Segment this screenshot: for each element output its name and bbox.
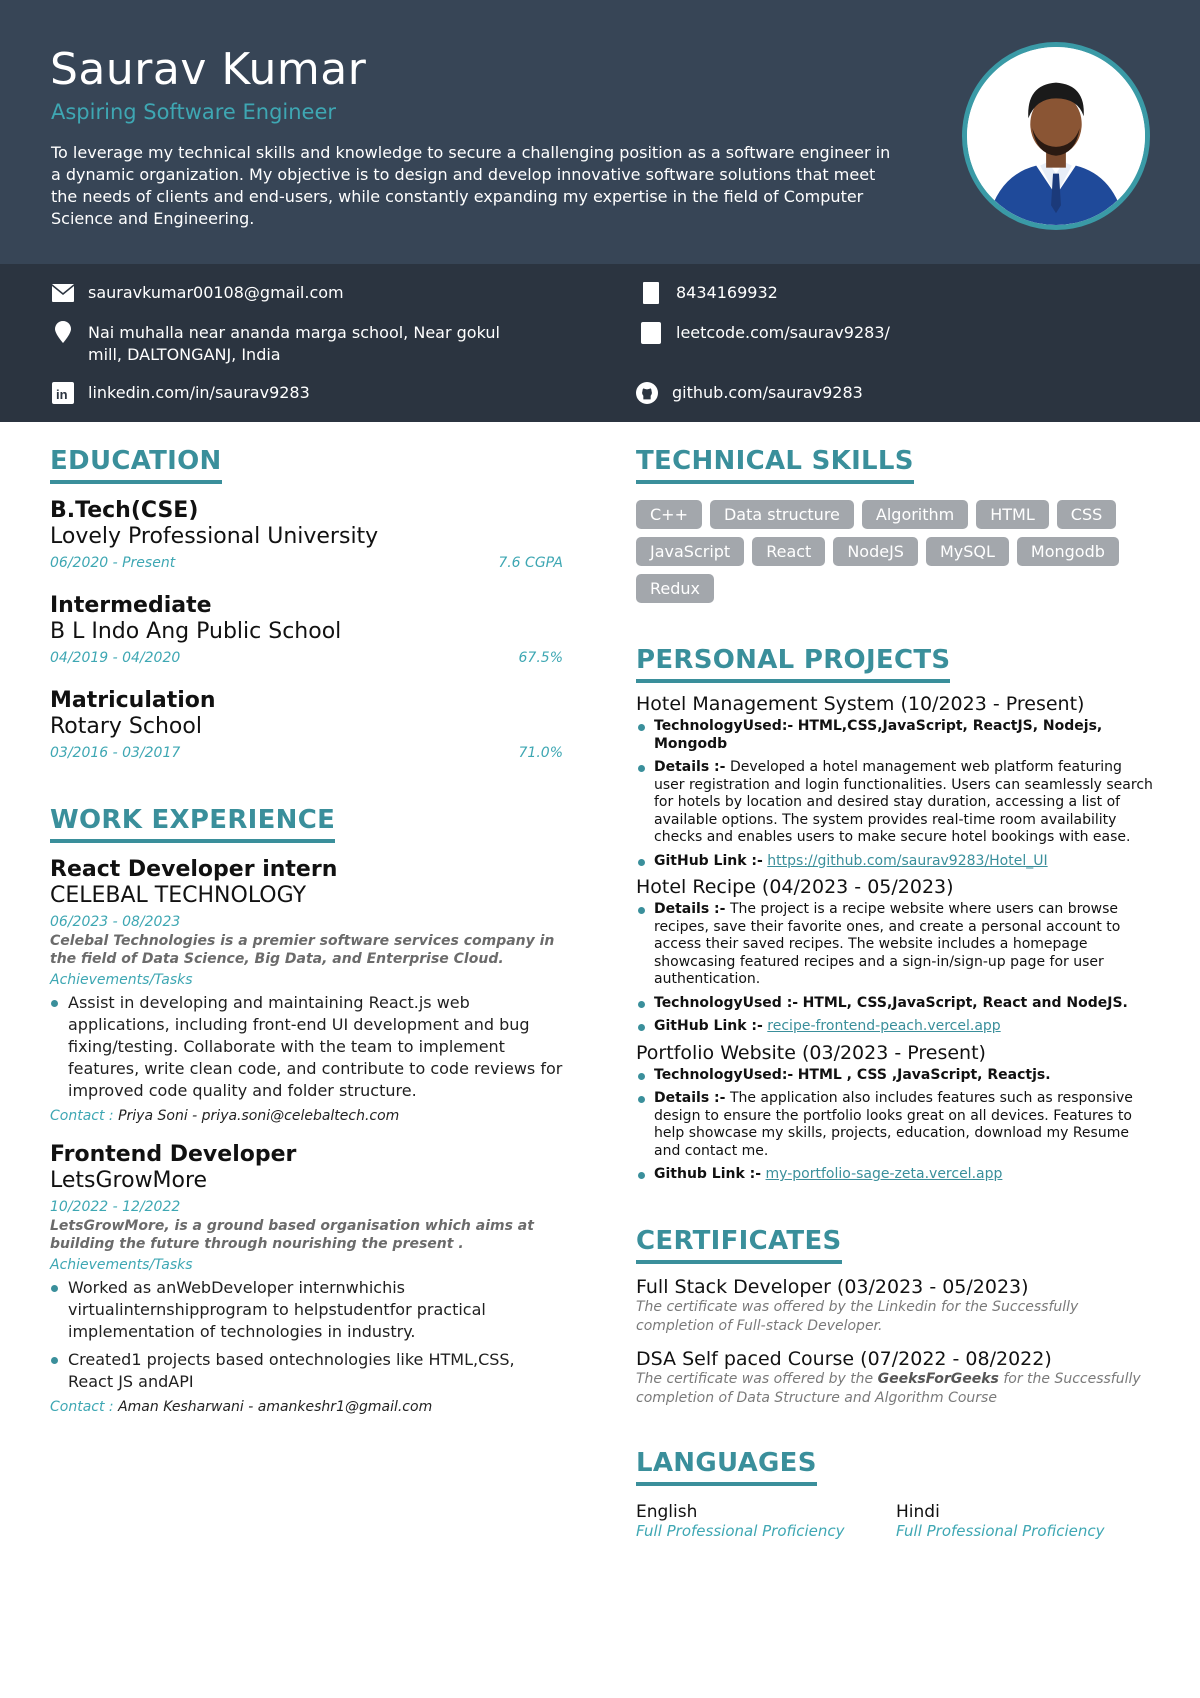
summary-text: To leverage my technical skills and knowledge to secure a challenging position as a software engineer in a dynamic organization. My objective is to design and develop innovative software solutions that meet the needs of clients and end-users, while constantly expanding my expertise in the field of Computer Science and Engineering. <box>51 143 891 228</box>
link-label: Github Link :- <box>654 1166 762 1182</box>
job-item <box>50 857 563 1124</box>
skill-chip: CSS <box>1057 500 1116 529</box>
education-institution: B L Indo Ang Public School <box>50 619 342 644</box>
certificate-item <box>636 1348 1156 1408</box>
certificate-description <box>636 1370 1156 1408</box>
project-description <box>636 901 1156 989</box>
project-tech <box>636 1067 1156 1085</box>
certificate-item <box>636 1276 1156 1336</box>
tech-value: HTML,CSS,JavaScript, ReactJS, Nodejs, Mongodb <box>654 718 1103 752</box>
contact-person: Aman Kesharwani - amankeshr1@gmail.com <box>118 1399 433 1415</box>
certificate-desc-text: for the Successfully completion of Data Structure and Algorithm Course <box>636 1370 1141 1406</box>
project-link-url[interactable]: recipe-frontend-peach.vercel.app <box>767 1018 1001 1034</box>
education-score: 71.0% <box>518 745 563 761</box>
languages-list <box>636 1502 1156 1540</box>
achievements-label: Achievements/Tasks <box>50 972 193 988</box>
contact-bar <box>0 264 1200 422</box>
contact-phone[interactable] <box>640 282 778 304</box>
project-link-url[interactable]: https://github.com/saurav9283/Hotel_UI <box>767 852 1048 869</box>
skill-chip: HTML <box>976 500 1049 529</box>
task-item: Created1 projects based ontechnologies like HTML,CSS, React JS andAPI <box>50 1349 563 1393</box>
achievements-label: Achievements/Tasks <box>50 1257 193 1273</box>
profile-photo <box>962 42 1150 230</box>
tech-label: TechnologyUsed:- <box>654 718 794 734</box>
education-degree: Intermediate <box>50 593 212 618</box>
project-item <box>636 1042 1156 1184</box>
education-score: 7.6 CGPA <box>498 555 563 571</box>
leetcode-text[interactable]: leetcode.com/saurav9283/ <box>676 323 890 342</box>
job-item <box>50 1142 563 1415</box>
certificate-description <box>636 1298 1156 1336</box>
github-text[interactable]: github.com/saurav9283 <box>672 383 863 402</box>
language-name: English <box>636 1501 698 1522</box>
details-label: Details :- <box>654 901 726 917</box>
skill-chip: Redux <box>636 574 714 603</box>
task-list <box>50 1277 563 1393</box>
github-icon <box>636 382 658 404</box>
education-institution: Lovely Professional University <box>50 524 379 549</box>
contact-label: Contact : <box>50 1399 114 1415</box>
details-value: The application also includes features such as responsive design to ensure the portfolio looks great on all devices. Features to help showcase my skills, projects, education, download my Resume and contact me. <box>654 1090 1133 1159</box>
project-title: Portfolio Website (03/2023 - Present) <box>636 1041 986 1064</box>
email-icon <box>52 282 74 304</box>
resume-header <box>0 0 1200 264</box>
contact-label: Contact : <box>50 1108 114 1124</box>
project-details <box>636 718 1156 870</box>
phone-text[interactable]: 8434169932 <box>676 283 778 302</box>
education-item <box>50 688 563 761</box>
contact-address <box>52 322 532 366</box>
certificate-issuer: GeeksForGeeks <box>877 1370 999 1387</box>
skill-chip: React <box>752 537 825 566</box>
leetcode-icon <box>640 322 662 344</box>
right-column <box>636 446 1156 1540</box>
project-details <box>636 1067 1156 1184</box>
skill-chip: MySQL <box>926 537 1009 566</box>
contact-email[interactable] <box>52 282 344 304</box>
skill-chip: JavaScript <box>636 537 744 566</box>
project-item <box>636 693 1156 870</box>
linkedin-icon <box>52 382 74 404</box>
job-title: React Developer intern <box>50 857 338 882</box>
education-degree: B.Tech(CSE) <box>50 498 199 523</box>
education-institution: Rotary School <box>50 714 202 739</box>
details-label: Details :- <box>654 1090 726 1106</box>
job-dates: 06/2023 - 08/2023 <box>50 914 181 930</box>
education-dates: 04/2019 - 04/2020 <box>50 650 181 666</box>
tech-value: HTML , CSS ,JavaScript, Reactjs. <box>797 1066 1051 1083</box>
tech-label: TechnologyUsed :- <box>654 994 799 1011</box>
email-text[interactable]: sauravkumar00108@gmail.com <box>88 283 344 302</box>
details-value: Developed a hotel management web platform featuring user registration and login functionalities. Users can seamlessly search for hotels by location and desired stay duration, accessing a list of available options. The system provides real-time room availability checks and enables users to make secure hotel bookings with ease. <box>654 759 1153 845</box>
project-details <box>636 901 1156 1036</box>
skill-chip: Data structure <box>710 500 854 529</box>
job-contact <box>50 1108 563 1124</box>
language-item <box>896 1502 1156 1540</box>
details-value: The project is a recipe website where users can browse recipes, save their favorite ones, and create a personal account to access their saved recipes. The website includes a homepage showcasing featured recipes and a sign-in/sign-up page for user authentication. <box>654 901 1121 987</box>
contact-person: Priya Soni - priya.soni@celebaltech.com <box>118 1108 400 1124</box>
contact-leetcode[interactable] <box>640 322 890 344</box>
link-label: GitHub Link :- <box>654 1018 763 1034</box>
tech-value: HTML, CSS,JavaScript, React and NodeJS. <box>802 994 1128 1011</box>
project-link <box>636 1018 1156 1036</box>
language-level: Full Professional Proficiency <box>896 1521 1105 1540</box>
education-heading: EDUCATION <box>50 446 222 484</box>
certificate-desc-text: The certificate was offered by the Linkedin for the Successfully completion of Full-stack Developer. <box>636 1298 1079 1334</box>
skill-chip: C++ <box>636 500 702 529</box>
phone-icon <box>640 282 662 304</box>
skill-chip: Mongodb <box>1017 537 1119 566</box>
certificate-title: DSA Self paced Course (07/2022 - 08/2022) <box>636 1347 1052 1370</box>
education-score: 67.5% <box>518 650 563 666</box>
task-item: Assist in developing and maintaining React.js web applications, including front-end UI development and bug fixing/testing. Collaborate with the team to implement features, write clean code, and contribute to code reviews for improved code quality and folder structure. <box>50 992 563 1102</box>
project-tech <box>636 995 1156 1013</box>
job-company: CELEBAL TECHNOLOGY <box>50 883 307 908</box>
profile-photo-image <box>967 47 1145 225</box>
candidate-title: Aspiring Software Engineer <box>51 100 337 124</box>
certificate-desc-text: The certificate was offered by the <box>636 1370 878 1387</box>
personal-projects-heading: PERSONAL PROJECTS <box>636 645 950 683</box>
certificate-title: Full Stack Developer (03/2023 - 05/2023) <box>636 1275 1029 1298</box>
job-description: Celebal Technologies is a premier software services company in the field of Data Science, Big Data, and Enterprise Cloud. <box>50 933 555 967</box>
link-label: GitHub Link :- <box>654 852 763 869</box>
details-label: Details :- <box>654 759 726 775</box>
task-list <box>50 992 563 1102</box>
certificates-heading: CERTIFICATES <box>636 1226 842 1264</box>
technical-skills-heading: TECHNICAL SKILLS <box>636 446 914 484</box>
work-experience-heading: WORK EXPERIENCE <box>50 805 335 843</box>
project-tech <box>636 718 1156 753</box>
address-text: Nai muhalla near ananda marga school, Near gokul mill, DALTONGANJ, India <box>88 323 500 364</box>
job-contact <box>50 1399 563 1415</box>
skills-list <box>636 500 1156 611</box>
contact-github[interactable] <box>636 382 863 404</box>
svg-text:in: in <box>56 387 68 402</box>
project-link-url[interactable]: my-portfolio-sage-zeta.vercel.app <box>765 1166 1003 1182</box>
project-item <box>636 876 1156 1036</box>
job-title: Frontend Developer <box>50 1142 297 1167</box>
candidate-name: Saurav Kumar <box>50 44 367 95</box>
job-dates: 10/2022 - 12/2022 <box>50 1199 181 1215</box>
education-dates: 06/2020 - Present <box>50 555 176 571</box>
project-link <box>636 853 1156 871</box>
education-dates: 03/2016 - 03/2017 <box>50 745 181 761</box>
language-name: Hindi <box>896 1501 940 1522</box>
linkedin-text[interactable]: linkedin.com/in/saurav9283 <box>88 383 310 402</box>
job-description: LetsGrowMore, is a ground based organisation which aims at building the future through nourishing the present . <box>50 1218 534 1252</box>
language-item <box>636 1502 896 1540</box>
language-level: Full Professional Proficiency <box>636 1521 845 1540</box>
task-item: Worked as anWebDeveloper internwhichis virtualinternshipprogram to helpstudentfor practical implementation of technologies in industry. <box>50 1277 563 1343</box>
skill-chip: NodeJS <box>833 537 918 566</box>
project-description <box>636 1090 1156 1160</box>
skill-chip: Algorithm <box>862 500 968 529</box>
contact-linkedin[interactable] <box>52 382 310 404</box>
left-column <box>50 446 563 1415</box>
project-description <box>636 759 1156 847</box>
job-company: LetsGrowMore <box>50 1168 208 1193</box>
education-item <box>50 498 563 571</box>
location-icon <box>52 322 74 344</box>
education-item <box>50 593 563 666</box>
project-title: Hotel Recipe (04/2023 - 05/2023) <box>636 876 954 898</box>
languages-heading: LANGUAGES <box>636 1448 817 1486</box>
project-title: Hotel Management System (10/2023 - Present) <box>636 693 1085 715</box>
tech-label: TechnologyUsed:- <box>654 1066 794 1083</box>
project-link <box>636 1166 1156 1184</box>
education-degree: Matriculation <box>50 688 216 713</box>
